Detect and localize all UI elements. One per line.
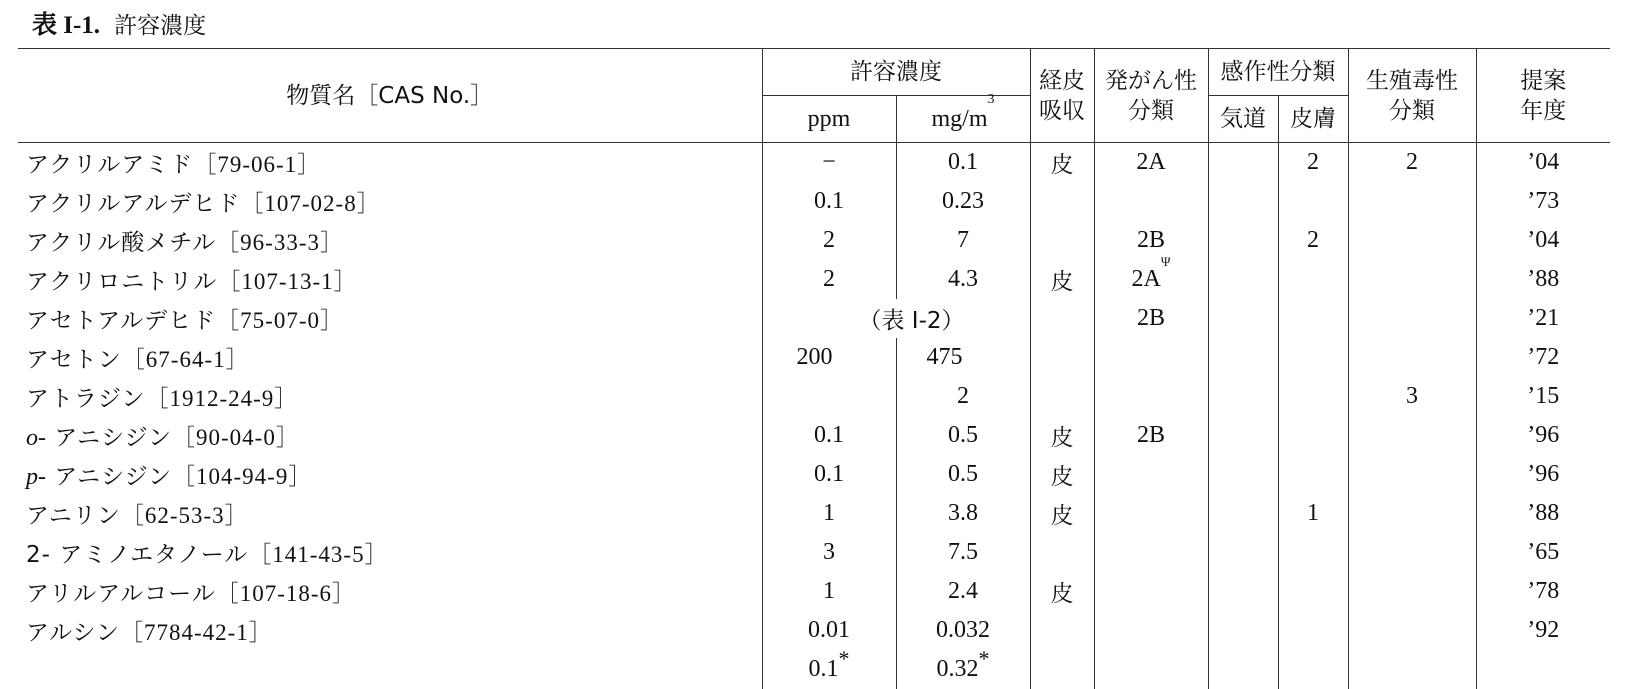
ppm-cell: 1 — [762, 572, 896, 611]
reproductive-cell — [1348, 533, 1476, 572]
skin-absorption-cell — [1030, 377, 1094, 416]
table-row — [18, 377, 1610, 416]
airway-cell — [1208, 455, 1278, 494]
reproductive-cell: 3 — [1348, 377, 1476, 416]
ppm-cell: 1 — [762, 494, 896, 533]
airway-cell — [1208, 650, 1278, 689]
reproductive-cell — [1348, 455, 1476, 494]
mgm3-cell: 2 — [896, 377, 1030, 416]
year-cell: ’72 — [1476, 338, 1610, 377]
airway-cell — [1208, 143, 1278, 183]
year-cell: ’65 — [1476, 533, 1610, 572]
header-carcinogenicity: 発がん性 分類 — [1094, 49, 1208, 143]
airway-cell — [1208, 260, 1278, 299]
mgm3-cell: 4.3 — [896, 260, 1030, 299]
skin-sensitization-cell — [1278, 299, 1348, 338]
mgm3-cell: 3.8 — [896, 494, 1030, 533]
ppm-cell: 0.1 — [762, 182, 896, 221]
ppm-cell: − — [762, 143, 896, 183]
table-title: 許容濃度 — [114, 13, 206, 39]
header-allowable: 許容濃度 — [762, 49, 1030, 96]
reproductive-cell — [1348, 572, 1476, 611]
skin-sensitization-cell — [1278, 260, 1348, 299]
skin-absorption-cell — [1030, 338, 1094, 377]
table-row — [18, 494, 1610, 533]
table-row — [18, 182, 1610, 221]
header-ppm: ppm — [762, 96, 896, 143]
substance-cell: アクリルアルデヒド［107-02-8］ — [18, 182, 762, 221]
table-header — [18, 49, 1610, 143]
header-mgm3: $mg/m^3$ — [896, 96, 1030, 143]
skin-absorption-cell — [1030, 299, 1094, 338]
substance-cell — [18, 650, 762, 689]
skin-sensitization-cell — [1278, 611, 1348, 650]
reproductive-cell — [1348, 416, 1476, 455]
carcinogenicity-cell: 2B — [1094, 416, 1208, 455]
ppm-cell: 0.1 — [762, 455, 896, 494]
skin-sensitization-cell — [1278, 572, 1348, 611]
year-cell: ’88 — [1476, 494, 1610, 533]
year-cell: ’96 — [1476, 416, 1610, 455]
carcinogenicity-cell — [1094, 533, 1208, 572]
mgm3-cell: 0.32* — [896, 650, 1030, 689]
skin-sensitization-cell — [1278, 533, 1348, 572]
header-reproductive: 生殖毒性 分類 — [1348, 49, 1476, 143]
header-airway: 気道 — [1208, 96, 1278, 143]
reproductive-cell — [1348, 494, 1476, 533]
year-cell: ’78 — [1476, 572, 1610, 611]
carcinogenicity-cell — [1094, 611, 1208, 650]
airway-cell — [1208, 494, 1278, 533]
reproductive-cell — [1348, 611, 1476, 650]
header-substance: 物質名［CAS No.］ — [18, 49, 762, 143]
carcinogenicity-cell — [1094, 182, 1208, 221]
substance-cell: p- アニシジン［104-94-9］ — [18, 455, 762, 494]
carcinogenicity-cell — [1094, 650, 1208, 689]
skin-sensitization-cell — [1278, 182, 1348, 221]
ppm-cell: 0.1 — [762, 416, 896, 455]
table-body — [18, 143, 1610, 689]
year-cell — [1476, 650, 1610, 689]
substance-cell: アクリル酸メチル［96-33-3］ — [18, 221, 762, 260]
table-row — [18, 572, 1610, 611]
substance-cell: アリルアルコール［107-18-6］ — [18, 572, 762, 611]
concentration-ref-cell: （表 I-2） — [762, 299, 1030, 338]
skin-absorption-cell: 皮 — [1030, 143, 1094, 183]
skin-absorption-cell — [1030, 650, 1094, 689]
mgm3-cell: 0.032 — [896, 611, 1030, 650]
mgm3-cell: 7 — [896, 221, 1030, 260]
skin-absorption-cell: 皮 — [1030, 455, 1094, 494]
substance-cell: アニリン［62-53-3］ — [18, 494, 762, 533]
airway-cell — [1208, 533, 1278, 572]
table-row — [18, 416, 1610, 455]
header-sensitization: 感作性分類 — [1208, 49, 1348, 96]
ppm-cell: 200 — [762, 338, 896, 377]
skin-absorption-cell — [1030, 221, 1094, 260]
skin-absorption-cell: 皮 — [1030, 416, 1094, 455]
ppm-cell: 0.1* — [762, 650, 896, 689]
header-skin-absorption: 経皮 吸収 — [1030, 49, 1094, 143]
skin-sensitization-cell — [1278, 377, 1348, 416]
year-cell: ’04 — [1476, 221, 1610, 260]
ppm-cell: 2 — [762, 260, 896, 299]
skin-absorption-cell — [1030, 533, 1094, 572]
mgm3-cell: 0.1 — [896, 143, 1030, 183]
carcinogenicity-cell — [1094, 455, 1208, 494]
mgm3-cell: 0.5 — [896, 455, 1030, 494]
ppm-cell: 0.01 — [762, 611, 896, 650]
reproductive-cell — [1348, 260, 1476, 299]
mgm3-cell: 0.23 — [896, 182, 1030, 221]
carcinogenicity-cell — [1094, 494, 1208, 533]
reproductive-cell — [1348, 299, 1476, 338]
table-row — [18, 611, 1610, 650]
carcinogenicity-cell — [1094, 338, 1208, 377]
skin-sensitization-cell — [1278, 650, 1348, 689]
carcinogenicity-cell: 2B — [1094, 299, 1208, 338]
mgm3-cell: 475 — [896, 338, 1030, 377]
carcinogenicity-cell — [1094, 377, 1208, 416]
year-cell: ’96 — [1476, 455, 1610, 494]
table-row — [18, 455, 1610, 494]
table-row — [18, 299, 1610, 338]
table-caption — [32, 6, 206, 44]
skin-absorption-cell — [1030, 182, 1094, 221]
substance-cell: アルシン［7784-42-1］ — [18, 611, 762, 650]
substance-cell: アセトアルデヒド［75-07-0］ — [18, 299, 762, 338]
skin-absorption-cell — [1030, 611, 1094, 650]
airway-cell — [1208, 416, 1278, 455]
reproductive-cell — [1348, 650, 1476, 689]
year-cell: ’04 — [1476, 143, 1610, 183]
substance-cell: アクリロニトリル［107-13-1］ — [18, 260, 762, 299]
substance-cell: アセトン［67-64-1］ — [18, 338, 762, 377]
airway-cell — [1208, 221, 1278, 260]
reproductive-cell — [1348, 221, 1476, 260]
header-skin: 皮膚 — [1278, 96, 1348, 143]
ppm-cell — [762, 377, 896, 416]
table-row — [18, 260, 1610, 299]
skin-sensitization-cell — [1278, 338, 1348, 377]
reproductive-cell — [1348, 182, 1476, 221]
year-cell: ’73 — [1476, 182, 1610, 221]
skin-absorption-cell: 皮 — [1030, 494, 1094, 533]
airway-cell — [1208, 299, 1278, 338]
skin-sensitization-cell: 1 — [1278, 494, 1348, 533]
mgm3-cell: 7.5 — [896, 533, 1030, 572]
skin-absorption-cell: 皮 — [1030, 260, 1094, 299]
carcinogenicity-cell: 2A — [1094, 143, 1208, 183]
airway-cell — [1208, 338, 1278, 377]
skin-sensitization-cell — [1278, 455, 1348, 494]
reproductive-cell — [1348, 338, 1476, 377]
mgm3-cell: 2.4 — [896, 572, 1030, 611]
skin-sensitization-cell — [1278, 416, 1348, 455]
airway-cell — [1208, 377, 1278, 416]
table-row — [18, 650, 1610, 689]
ppm-cell: 2 — [762, 221, 896, 260]
table-row — [18, 533, 1610, 572]
airway-cell — [1208, 611, 1278, 650]
table-row — [18, 143, 1610, 183]
table-label: 表 I-1. — [32, 12, 100, 39]
skin-sensitization-cell: 2 — [1278, 221, 1348, 260]
airway-cell — [1208, 572, 1278, 611]
year-cell: ’92 — [1476, 611, 1610, 650]
year-cell: ’88 — [1476, 260, 1610, 299]
skin-absorption-cell: 皮 — [1030, 572, 1094, 611]
carcinogenicity-cell: 2B — [1094, 221, 1208, 260]
carcinogenicity-cell — [1094, 572, 1208, 611]
substance-cell: o- アニシジン［90-04-0］ — [18, 416, 762, 455]
substance-cell: アクリルアミド［79-06-1］ — [18, 143, 762, 183]
year-cell: ’21 — [1476, 299, 1610, 338]
substance-cell: アトラジン［1912-24-9］ — [18, 377, 762, 416]
table-row — [18, 338, 1610, 377]
allowable-concentration-table — [18, 48, 1610, 689]
ppm-cell: 3 — [762, 533, 896, 572]
substance-cell: 2- アミノエタノール［141-43-5］ — [18, 533, 762, 572]
reproductive-cell: 2 — [1348, 143, 1476, 183]
skin-sensitization-cell: 2 — [1278, 143, 1348, 183]
year-cell: ’15 — [1476, 377, 1610, 416]
table-row — [18, 221, 1610, 260]
carcinogenicity-cell: $2A^\Psi$ — [1094, 260, 1208, 299]
mgm3-cell: 0.5 — [896, 416, 1030, 455]
airway-cell — [1208, 182, 1278, 221]
header-year: 提案 年度 — [1476, 49, 1610, 143]
